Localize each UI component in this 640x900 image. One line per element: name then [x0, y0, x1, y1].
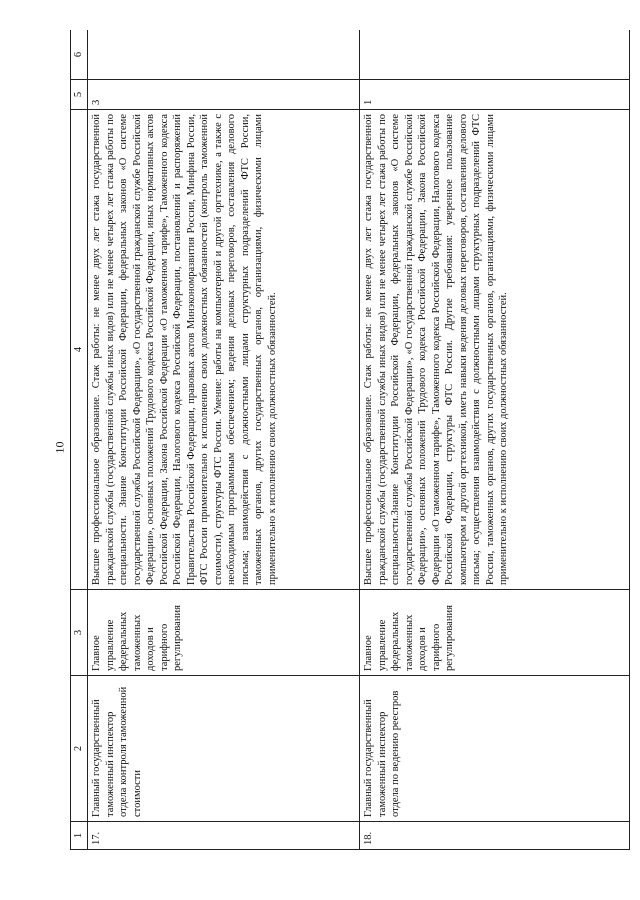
header-cell: 4: [71, 110, 88, 590]
position-title: Главный государственный таможенный инспектор отдела контроля таможенной стоимости: [88, 676, 360, 822]
rotated-table-container: [70, 30, 630, 850]
positions-table: [70, 30, 630, 850]
requirements-text: Высшее профессиональное образование. Стаж работы: не менее двух лет стажа государственной гражданской службы (государственной службы иных видов) или не менее четырех лет стажа работы по специальности.Знание Конституции Российской Федерации, федеральных законов «О системе государственной службы Российской Федерации», «О государственной гражданской службе Российской Федерации», основных положений Трудового кодекса Российской Федерации, Закона Российской Федерации «О таможенном тарифе», Таможенного кодекса Российской Федерации, Налогового кодекса Российской Федерации, структуры ФТС России. Другие требования: уверенное пользование компьютером и другой оргтехникой, иметь навыки ведения деловых переговоров, составления делового письма; осуществления взаимодействия с должностными лицами структурных подразделений ФТС России, таможенных органов, других государственных органов, организациями, физическими лицами применительно к исполнению своих должностных обязанностей.: [360, 110, 630, 590]
position-title: Главный государственный таможенный инспектор отдела по ведению реестров: [360, 676, 630, 822]
department-name: Главное управление федеральных таможенных доходов и тарифного регулирования: [360, 590, 630, 676]
header-cell: 5: [71, 80, 88, 110]
vacancy-count: 3: [88, 80, 360, 110]
document-page: [70, 30, 630, 850]
header-cell: 3: [71, 590, 88, 676]
header-cell: 2: [71, 676, 88, 822]
row-number: 18.: [360, 822, 630, 850]
vacancy-count: 1: [360, 80, 630, 110]
requirements-text: Высшее профессиональное образование. Стаж работы: не менее двух лет стажа государственной гражданской службы (государственной службы иных видов) или не менее четырех лет стажа работы по специальности. Знание Конституции Российской Федерации, федеральных законов «О системе государственной службы Российской Федерации», «О государственной гражданской службе Российской Федерации», основных положений Трудового кодекса Российской Федерации, иных нормативных актов Российской Федерации, Закона Российской Федерации «О таможенном тарифе», Таможенного кодекса Российской Федерации, Налогового кодекса Российской Федерации, постановлений и распоряжений Правительства Российской Федерации, правовых актов Минэкономразвития России, Минфина России, ФТС России применительно к исполнению своих должностных обязанностей (контроль таможенной стоимости), структуры ФТС России. Умение: работы на компьютерной и другой оргтехнике, а также с необходимым программным обеспечением; ведения деловых переговоров, составления делового письма; взаимодействия с должностными лицами структурных подразделений ФТС России, таможенных органов, других государственных органов, организациями, физическими лицами применительно к исполнению своих должностных обязанностей.: [88, 110, 360, 590]
department-name: Главное управление федеральных таможенных доходов и тарифного регулирования: [88, 590, 360, 676]
table-header-row: [71, 30, 88, 850]
header-cell: 1: [71, 822, 88, 850]
page-number: 10: [52, 441, 67, 454]
note-cell: [88, 30, 360, 80]
note-cell: [360, 30, 630, 80]
table-row: [88, 30, 360, 850]
row-number: 17.: [88, 822, 360, 850]
header-cell: 6: [71, 30, 88, 80]
table-row: [360, 30, 630, 850]
